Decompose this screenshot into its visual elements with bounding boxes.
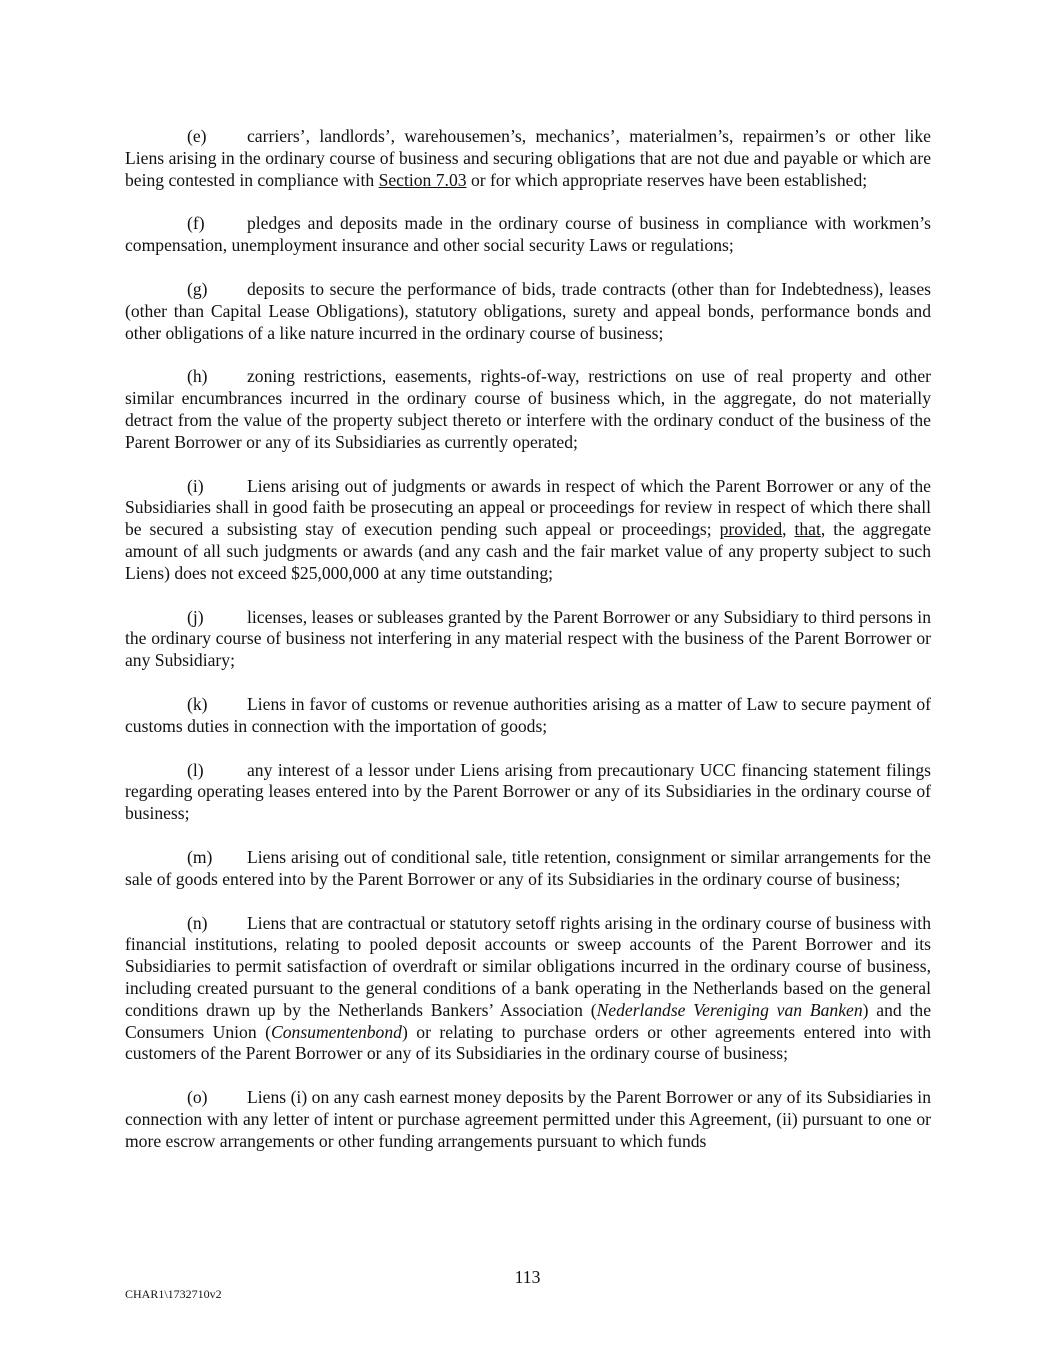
paragraph-j <box>125 607 931 672</box>
paragraph-text: pledges and deposits made in the ordinary course of business in compliance with workmen’s compensation, unemployment insurance and other social security Laws or regulations; <box>125 213 931 256</box>
paragraph-k <box>125 694 931 738</box>
document-id: CHAR1\1732710v2 <box>125 1287 222 1301</box>
section-reference-link[interactable]: Section 7.03 <box>378 169 467 190</box>
paragraph-text: Liens in favor of customs or revenue authorities arising as a matter of Law to secure payment of customs duties in connection with the importation of goods; <box>125 693 931 736</box>
paragraph-h <box>125 366 931 453</box>
paragraph-e <box>125 126 931 191</box>
paragraph-f <box>125 213 931 257</box>
paragraph-m <box>125 847 931 891</box>
paragraph-label: (i) <box>187 475 204 496</box>
paragraph-n <box>125 913 931 1066</box>
paragraph-text: ) or relating to purchase orders or other agreements entered into with customers of the Parent Borrower or any of its Subsidiaries in the ordinary course of business; <box>125 1021 932 1064</box>
paragraph-text: Liens arising out of conditional sale, title retention, consignment or similar arrangements for the sale of goods entered into by the Parent Borrower or any of its Subsidiaries in the ordinary course of business; <box>125 846 931 889</box>
paragraph-g <box>125 279 931 344</box>
paragraph-text: Liens that are contractual or statutory setoff rights arising in the ordinary course of business with financial institutions, relating to pooled deposit accounts or sweep accounts of the Parent Borrower and its Subsidiaries to permit satisfaction of overdraft or similar obligations incurred in the ordinary course of business, including created pursuant to the general conditions of a bank operating in the Netherlands based on the general conditions drawn up by the Netherlands Bankers’ Association ( <box>125 912 931 1020</box>
paragraph-o <box>125 1087 931 1152</box>
that-term: that <box>794 519 821 540</box>
paragraph-label: (l) <box>187 759 204 780</box>
paragraph-text: deposits to secure the performance of bids, trade contracts (other than for Indebtedness), leases (other than Capital Lease Obligations), statutory obligations, surety and appeal bonds, performance bonds and other obligations of a like nature incurred in the ordinary course of business; <box>125 278 931 343</box>
paragraph-text: Liens arising out of judgments or awards in respect of which the Parent Borrower or any of the Subsidiaries shall in good faith be prosecuting an appeal or proceedings for review in respect of which there shall be secured a subsisting stay of execution pending such appeal or proceedings; <box>125 475 931 540</box>
paragraph-text: licenses, leases or subleases granted by the Parent Borrower or any Subsidiary to third persons in the ordinary course of business not interfering in any material respect with the business of the Parent Borrower or any Subsidiary; <box>125 606 931 671</box>
paragraph-label: (m) <box>187 846 213 867</box>
paragraph-label: (h) <box>187 366 208 387</box>
paragraph-text: any interest of a lessor under Liens arising from precautionary UCC financing statement filings regarding operating leases entered into by the Parent Borrower or any of its Subsidiaries in the ordinary course of business; <box>125 759 931 824</box>
paragraph-l <box>125 760 931 825</box>
paragraph-text: Liens (i) on any cash earnest money deposits by the Parent Borrower or any of its Subsidiaries in connection with any letter of intent or purchase agreement permitted under this Agreement, (ii) pursuant to one or more escrow arrangements or other funding arrangements pursuant to which funds <box>125 1087 931 1151</box>
separator-text: , <box>782 519 795 540</box>
paragraph-label: (f) <box>187 213 205 234</box>
dutch-association-name: Nederlandse Vereniging van Banken <box>596 999 863 1020</box>
document-body <box>125 126 931 1152</box>
paragraph-label: (n) <box>187 912 208 933</box>
paragraph-text: carriers’, landlords’, warehousemen’s, mechanics’, materialmen’s, repairmen’s or other like Liens arising in the ordinary course of business and securing obligations that are not due and payable or which are being contested in compliance with <box>125 126 931 190</box>
paragraph-text: , the aggregate amount of all such judgments or awards (and any cash and the fair market value of any property subject to such Liens) does not exceed $25,000,000 at any time outstanding; <box>125 519 932 583</box>
paragraph-label: (o) <box>187 1087 208 1108</box>
paragraph-label: (g) <box>187 278 208 299</box>
page-number: 113 <box>514 1267 541 1287</box>
provided-term: provided <box>719 519 783 540</box>
paragraph-i <box>125 476 931 585</box>
paragraph-label: (e) <box>187 126 207 146</box>
consumers-union-name: Consumentenbond <box>270 1021 402 1042</box>
paragraph-text: ) and the Consumers Union ( <box>125 999 932 1042</box>
paragraph-label: (k) <box>187 693 208 714</box>
paragraph-text: zoning restrictions, easements, rights-of-way, restrictions on use of real property and other similar encumbrances incurred in the ordinary course of business which, in the aggregate, do not materially detract from the value of the property subject thereto or interfere with the ordinary conduct of the business of the Parent Borrower or any of its Subsidiaries as currently operated; <box>125 366 931 452</box>
paragraph-text: or for which appropriate reserves have been established; <box>466 169 868 190</box>
paragraph-label: (j) <box>187 606 204 627</box>
